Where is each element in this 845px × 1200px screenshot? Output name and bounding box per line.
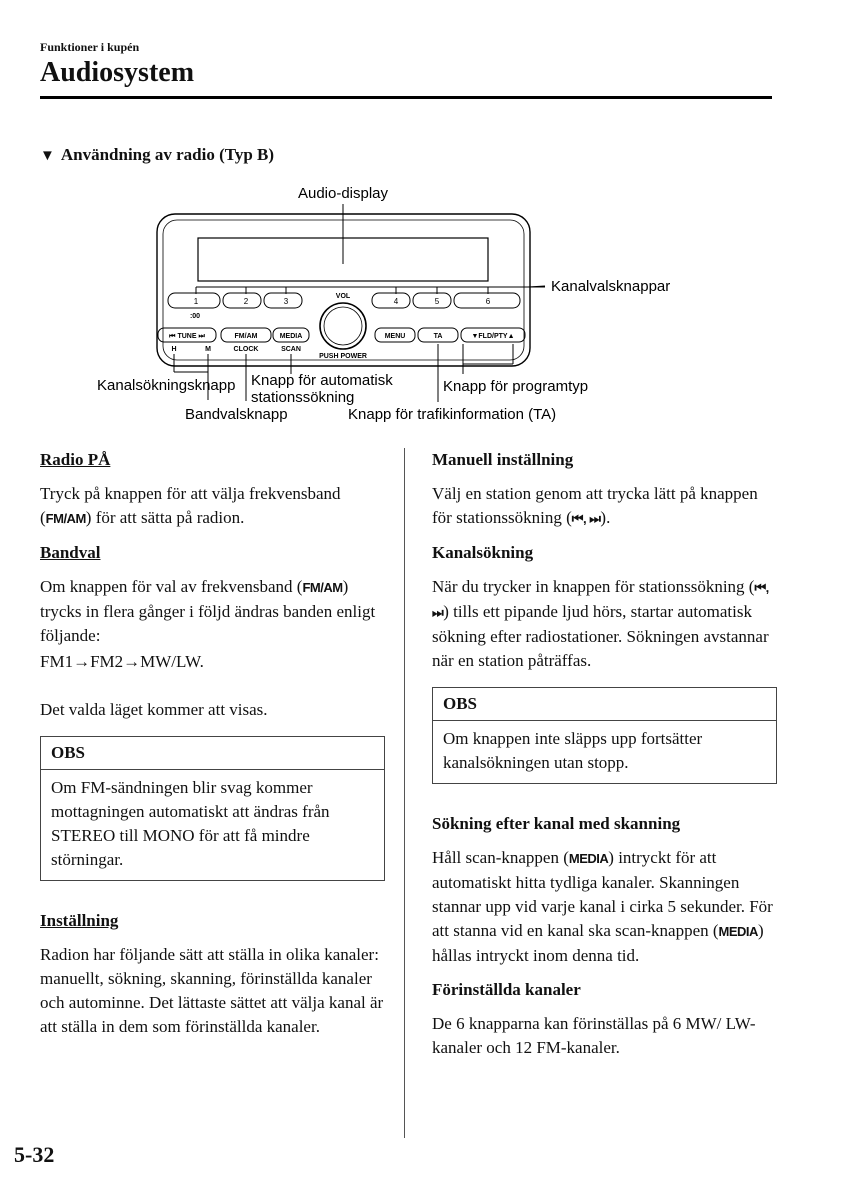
preset-5-button[interactable] [413, 293, 451, 308]
seek-paragraph [432, 575, 777, 673]
radio-on-text-2: ) för att sätta på radion. [85, 508, 245, 527]
tuning-text: Radion har följande sätt att ställa in olika kanaler: manuellt, sökning, skanning, förinställda kanaler och autominne. Det lättaste sättet att välja kanal är att ställa in dem som förinställda kanaler. [40, 945, 384, 1036]
preset-text: De 6 knapparna kan förinställas på 6 MW/ LW-kanaler och 12 FM-kanaler. [432, 1014, 756, 1057]
right-column [432, 448, 777, 1070]
media-key: MEDIA [568, 851, 609, 866]
scan-text-1: Håll scan-knappen ( [432, 848, 569, 867]
seek-keys: ⏮, ⏭ [432, 580, 769, 620]
obs-text: Om knappen inte släpps upp fortsätter kanalsökningen utan stopp. [443, 729, 703, 772]
label-audio-display: Audio-display [297, 185, 389, 202]
band-shown: Det valda läget kommer att visas. [40, 700, 268, 719]
scan-paragraph [432, 846, 777, 968]
chapter-label: Funktioner i kupén [40, 40, 140, 54]
tuning-heading: Inställning [40, 911, 119, 930]
preset-heading: Förinställda kanaler [432, 980, 581, 999]
section-heading [40, 145, 274, 165]
obs-box [40, 736, 385, 881]
seek-heading: Kanalsökning [432, 543, 534, 562]
scan-text-2: ) intryckt för att automatiskt hitta tydliga kanaler. Skanningen stannar upp vid varje kanal i cirka 5 sekunder. För att stanna vid en kanal ska scan-knappen ( [432, 848, 773, 940]
volume-knob-inner [324, 307, 362, 345]
band-text-2: ) trycks in flera gånger i följd ändras banden enligt följande: [40, 577, 376, 645]
radio-on-text-1: Tryck på knappen för att välja frekvensband ( [40, 484, 341, 527]
preset-5-label: 5 [434, 297, 440, 306]
manual-paragraph [432, 482, 777, 531]
column-divider [404, 448, 405, 1138]
vol-label: VOL [335, 293, 351, 300]
seek-keys: ⏮, ⏭ [571, 511, 601, 526]
tune-text: TUNE [177, 333, 197, 340]
triangle-down-icon: ▼ [40, 148, 55, 164]
scan-text-3: ) hållas intryckt inom denna tid. [432, 921, 764, 965]
obs-heading: OBS [433, 688, 776, 721]
manual-heading: Manuell inställning [432, 450, 574, 469]
radio-on-paragraph [40, 482, 385, 531]
obs-heading: OBS [41, 737, 384, 770]
band-paragraph [40, 575, 385, 648]
label-channel-buttons: Kanalvalsknappar [551, 278, 671, 295]
tune-h-label: H [171, 346, 177, 353]
fld-pty-label: ▼FLD/PTY▲ [471, 333, 515, 340]
preset-1-label: 1 [193, 297, 199, 306]
fmam-key: FM/AM [45, 511, 86, 526]
title-rule [40, 96, 772, 99]
band-text-1: Om knappen för val av frekvensband ( [40, 577, 303, 596]
label-program-type: Knapp för programtyp [443, 378, 589, 395]
scan-label: SCAN [281, 346, 301, 353]
menu-label: MENU [384, 333, 406, 340]
preset-1-sub: :00 [189, 313, 201, 320]
label-seek: Kanalsökningsknapp [97, 377, 236, 394]
media-label: MEDIA [279, 333, 303, 340]
manual-text-2: ). [600, 508, 611, 527]
left-column [40, 448, 385, 1049]
triangle-up-icon: ▲ [507, 333, 515, 340]
label-band: Bandvalsknapp [185, 406, 288, 423]
media-key: MEDIA [718, 924, 758, 939]
ta-label: TA [433, 333, 443, 340]
page-title: Audiosystem [40, 57, 195, 88]
obs-box [432, 687, 777, 784]
seek-text-2: ) tills ett pipande ljud hörs, startar automatisk sökning efter radiostationer. Sökningen avstannar när en station påträffas. [432, 602, 769, 670]
fmam-key: FM/AM [302, 580, 343, 595]
volume-knob[interactable] [320, 303, 366, 349]
preset-2-label: 2 [243, 297, 249, 306]
page-number: 5-32 [14, 1142, 55, 1167]
radio-on-heading: Radio PÅ [40, 450, 111, 469]
clock-label: CLOCK [233, 346, 259, 353]
preset-6-label: 6 [485, 297, 491, 306]
manual-text-1: Välj en station genom att trycka lätt på knappen för stationssökning ( [432, 484, 758, 527]
preset-2-button[interactable] [223, 293, 261, 308]
band-heading: Bandval [40, 543, 101, 562]
preset-4-button[interactable] [372, 293, 410, 308]
tune-m-label: M [205, 346, 211, 353]
label-auto-store-1: Knapp för automatisk [251, 372, 393, 389]
radio-diagram [90, 178, 690, 428]
seek-up-icon: ⏭ [198, 333, 205, 340]
fld-pty-text: FLD/PTY [478, 333, 508, 340]
label-traffic: Knapp för trafikinformation (TA) [348, 406, 557, 423]
preset-4-label: 4 [393, 297, 399, 306]
seek-text-1: När du trycker in knappen för stationssökning ( [432, 577, 755, 596]
scan-heading: Sökning efter kanal med skanning [432, 814, 681, 833]
fmam-label: FM/AM [234, 333, 258, 340]
band-sequence: FM1→FM2→MW/LW. [40, 652, 204, 671]
label-auto-store-2: stationssökning [251, 389, 355, 406]
preset-3-label: 3 [283, 297, 289, 306]
tune-label: ⏮ TUNE ⏭ [169, 333, 205, 340]
push-power-label: PUSH POWER [319, 353, 367, 360]
obs-text: Om FM-sändningen blir svag kommer mottagningen automatiskt att ändras från STEREO till MONO för att få mindre störningar. [51, 778, 330, 869]
section-heading-text: Användning av radio (Typ B) [60, 145, 275, 164]
